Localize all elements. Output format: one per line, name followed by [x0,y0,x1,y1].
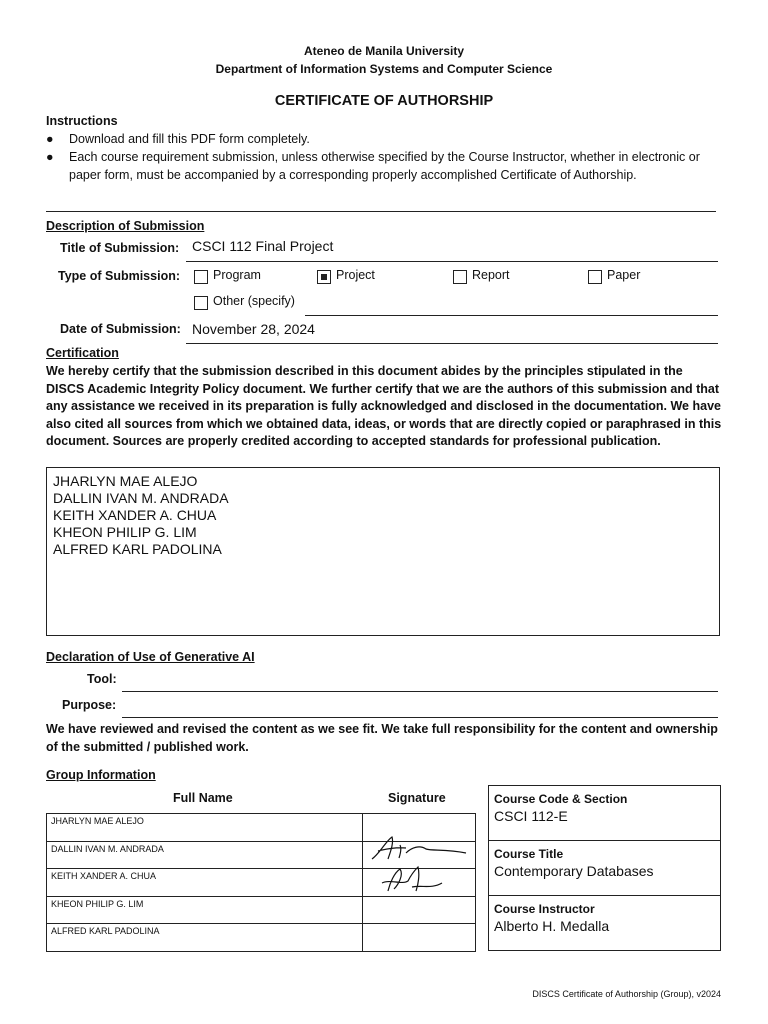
member-name-cell[interactable]: KHEON PHILIP G. LIM [47,896,363,924]
title-field[interactable]: CSCI 112 Final Project [192,238,334,254]
other-checkbox[interactable] [194,296,208,310]
divider [489,840,720,841]
signature-chua-icon [378,863,448,895]
certifier-name: JHARLYN MAE ALEJO [53,473,198,489]
tool-label: Tool: [87,672,117,686]
date-label: Date of Submission: [60,322,181,336]
date-field[interactable]: November 28, 2024 [192,321,315,337]
signature-column-header: Signature [388,791,446,805]
tool-underline [122,691,718,692]
table-row [47,924,476,952]
report-checkbox[interactable] [453,270,467,284]
date-underline [186,343,718,344]
certifying-names-field[interactable] [46,467,720,636]
course-info-panel [488,785,721,951]
divider [489,895,720,896]
signature-cell[interactable] [363,924,476,952]
title-underline [186,261,718,262]
certification-heading: Certification [46,346,119,360]
course-instructor-field[interactable]: Alberto H. Medalla [494,918,610,934]
other-label: Other (specify) [213,294,295,308]
course-title-label: Course Title [494,847,564,861]
other-underline [305,315,718,316]
certifier-name: DALLIN IVAN M. ANDRADA [53,490,229,506]
certifier-name: KHEON PHILIP G. LIM [53,524,197,540]
instruction-item: Download and fill this PDF form completely. [69,132,310,146]
certification-text: We hereby certify that the submission described in this document abides by the principles stipulated in the DISCS Academic Integrity Policy document. We further certify that we are the authors of this submission and that any assistance we received in its preparation is fully acknowledged and disclosed in the documentation. We have also cited all sources from which we obtained data, ideas, or words that are directly copied or paraphrased in this document. Sources are properly credited according to accepted standards for professional publication. [46,364,722,448]
ai-declaration-heading: Declaration of Use of Generative AI [46,650,255,664]
signature-andrada-icon [366,833,474,865]
member-name-cell[interactable]: JHARLYN MAE ALEJO [47,814,363,842]
course-code-label: Course Code & Section [494,792,628,806]
course-code-field[interactable]: CSCI 112-E [494,808,568,824]
course-instructor-label: Course Instructor [494,902,595,916]
member-name-cell[interactable]: ALFRED KARL PADOLINA [47,924,363,952]
table-row [47,896,476,924]
certifier-name: KEITH XANDER A. CHUA [53,507,217,523]
signature-cell[interactable] [363,896,476,924]
report-label: Report [472,268,510,282]
group-heading: Group Information [46,768,156,782]
purpose-label: Purpose: [62,698,117,712]
full-name-column-header: Full Name [173,791,233,805]
instruction-item: Each course requirement submission, unless otherwise specified by the Course Instructor, whether in electronic or paper form, must be accompanied by a corresponding properly accomplished Certificate of Authorship. [69,150,700,182]
university-name: Ateneo de Manila University [303,44,465,58]
instructions-heading: Instructions [46,114,118,128]
submission-heading: Description of Submission [46,219,205,233]
program-checkbox[interactable] [194,270,208,284]
paper-checkbox[interactable] [588,270,602,284]
bullet-icon: ● [46,132,54,146]
purpose-underline [122,717,718,718]
certifier-name: ALFRED KARL PADOLINA [53,541,222,557]
divider [46,211,716,212]
footer-version: DISCS Certificate of Authorship (Group), v2024 [532,989,721,999]
project-checkbox[interactable] [317,270,331,284]
bullet-icon: ● [46,150,54,164]
title-label: Title of Submission: [60,241,180,255]
document-title: CERTIFICATE OF AUTHORSHIP [274,93,494,109]
ai-statement: We have reviewed and revised the content as we see fit. We take full responsibility for the content and ownership of the submitted / published work. [46,722,718,754]
member-name-cell[interactable]: DALLIN IVAN M. ANDRADA [47,841,363,869]
course-title-field[interactable]: Contemporary Databases [494,863,654,879]
project-label: Project [336,268,375,282]
department-name: Department of Information Systems and Computer Science [215,62,553,76]
type-label: Type of Submission: [58,269,180,283]
program-label: Program [213,268,261,282]
paper-label: Paper [607,268,641,282]
member-name-cell[interactable]: KEITH XANDER A. CHUA [47,869,363,897]
